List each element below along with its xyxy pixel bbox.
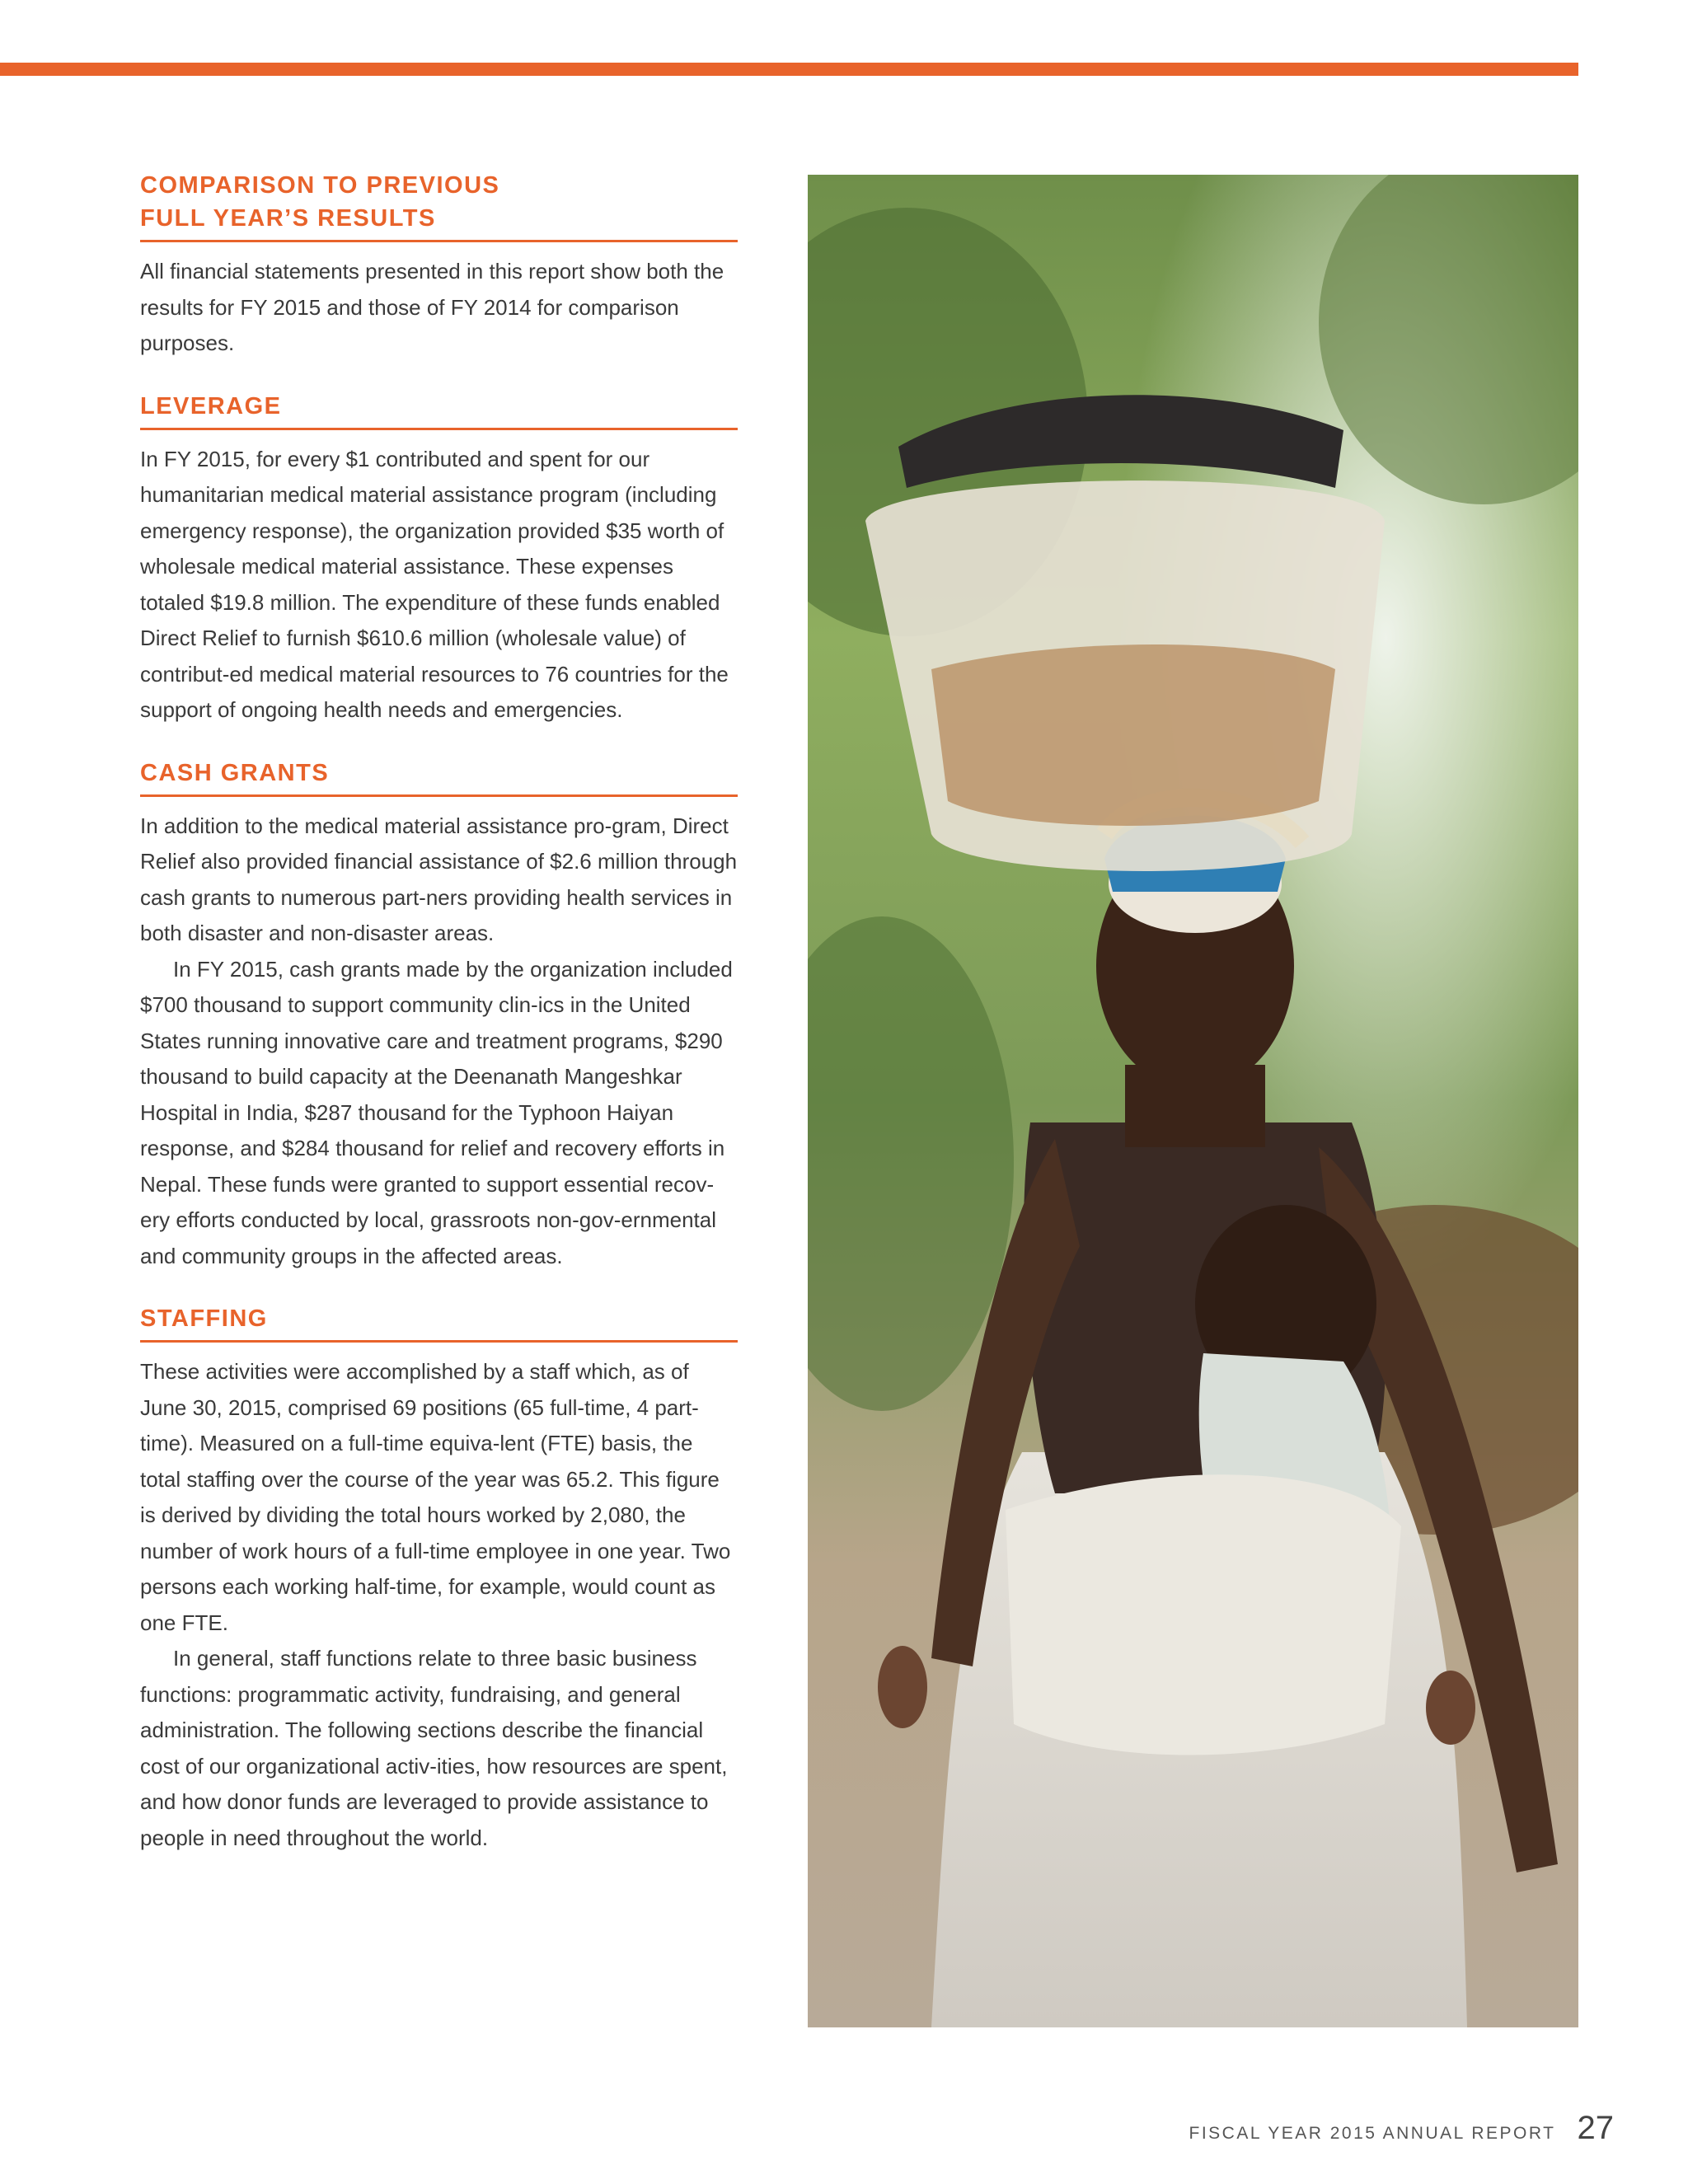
page-number: 27: [1577, 2110, 1614, 2146]
section-title-leverage: LEVERAGE: [140, 390, 738, 430]
section-title-staffing: STAFFING: [140, 1302, 738, 1343]
section-title-comparison: [140, 169, 738, 242]
paragraph: In addition to the medical material assistance pro-gram, Direct Relief also provided financial assistance of $2.6 million through cash grants to numerous part-ners providing health services in both disaster and non-disaster areas.: [140, 813, 738, 945]
top-accent-bar: [0, 63, 1578, 76]
paragraph: These activities were accomplished by a staff which, as of June 30, 2015, comprised 69 positions (65 full-time, 4 part-time). Measured on a full-time equiva-lent (FTE) basis, the total staffing over the course of the year was 65.2. This figure is derived by dividing the total hours worked by 2,080, the number of work hours of a full-time employee in one year. Two persons each working half-time, for example, would count as one FTE.: [140, 1359, 731, 1635]
section-title-cash-grants: CASH GRANTS: [140, 757, 738, 797]
paragraph: In FY 2015, for every $1 contributed and spent for our humanitarian medical material assistance program (including emergency response), the organization provided $35 worth of wholesale medical material assistance. These expenses totaled $19.8 million. The expenditure of these funds enabled Direct Relief to furnish $610.6 million (wholesale value) of contribut-ed medical material resources to 76 countries for the support of ongoing health needs and emergencies.: [140, 446, 729, 722]
section-cash-grants: [140, 757, 738, 1275]
footer-report-label: FISCAL YEAR 2015 ANNUAL REPORT: [1189, 2124, 1556, 2143]
article-column: [140, 169, 738, 1884]
photo-woman-carrying-child: [808, 175, 1578, 2027]
paragraph: In general, staff functions relate to three basic business functions: programmatic activity, fundraising, and general administration. The following sections describe the financial cost of our organizational activ-ities, how resources are spent, and how donor funds are leveraged to provide assistance to people in need throughout the world.: [140, 1646, 728, 1850]
section-title-line-2: FULL YEAR’S RESULTS: [140, 205, 436, 232]
page-footer: [1189, 2110, 1614, 2147]
section-leverage: [140, 390, 738, 729]
paragraph: All financial statements presented in this report show both the results for FY 2015 and those of FY 2014 for comparison purposes.: [140, 259, 724, 355]
section-title-line-1: COMPARISON TO PREVIOUS: [140, 172, 500, 199]
paragraph: In FY 2015, cash grants made by the organization included $700 thousand to support community clin-ics in the United States running innovative care and treatment programs, $290 thousand to build capacity at the Deenanath Mangeshkar Hospital in India, $287 thousand for the Typhoon Haiyan response, and $284 thousand for relief and recovery efforts in Nepal. These funds were granted to support essential recov-ery efforts conducted by local, grassroots non-gov-ernmental and community groups in the affected areas.: [140, 956, 733, 1268]
section-comparison: [140, 169, 738, 362]
section-staffing: [140, 1302, 738, 1856]
